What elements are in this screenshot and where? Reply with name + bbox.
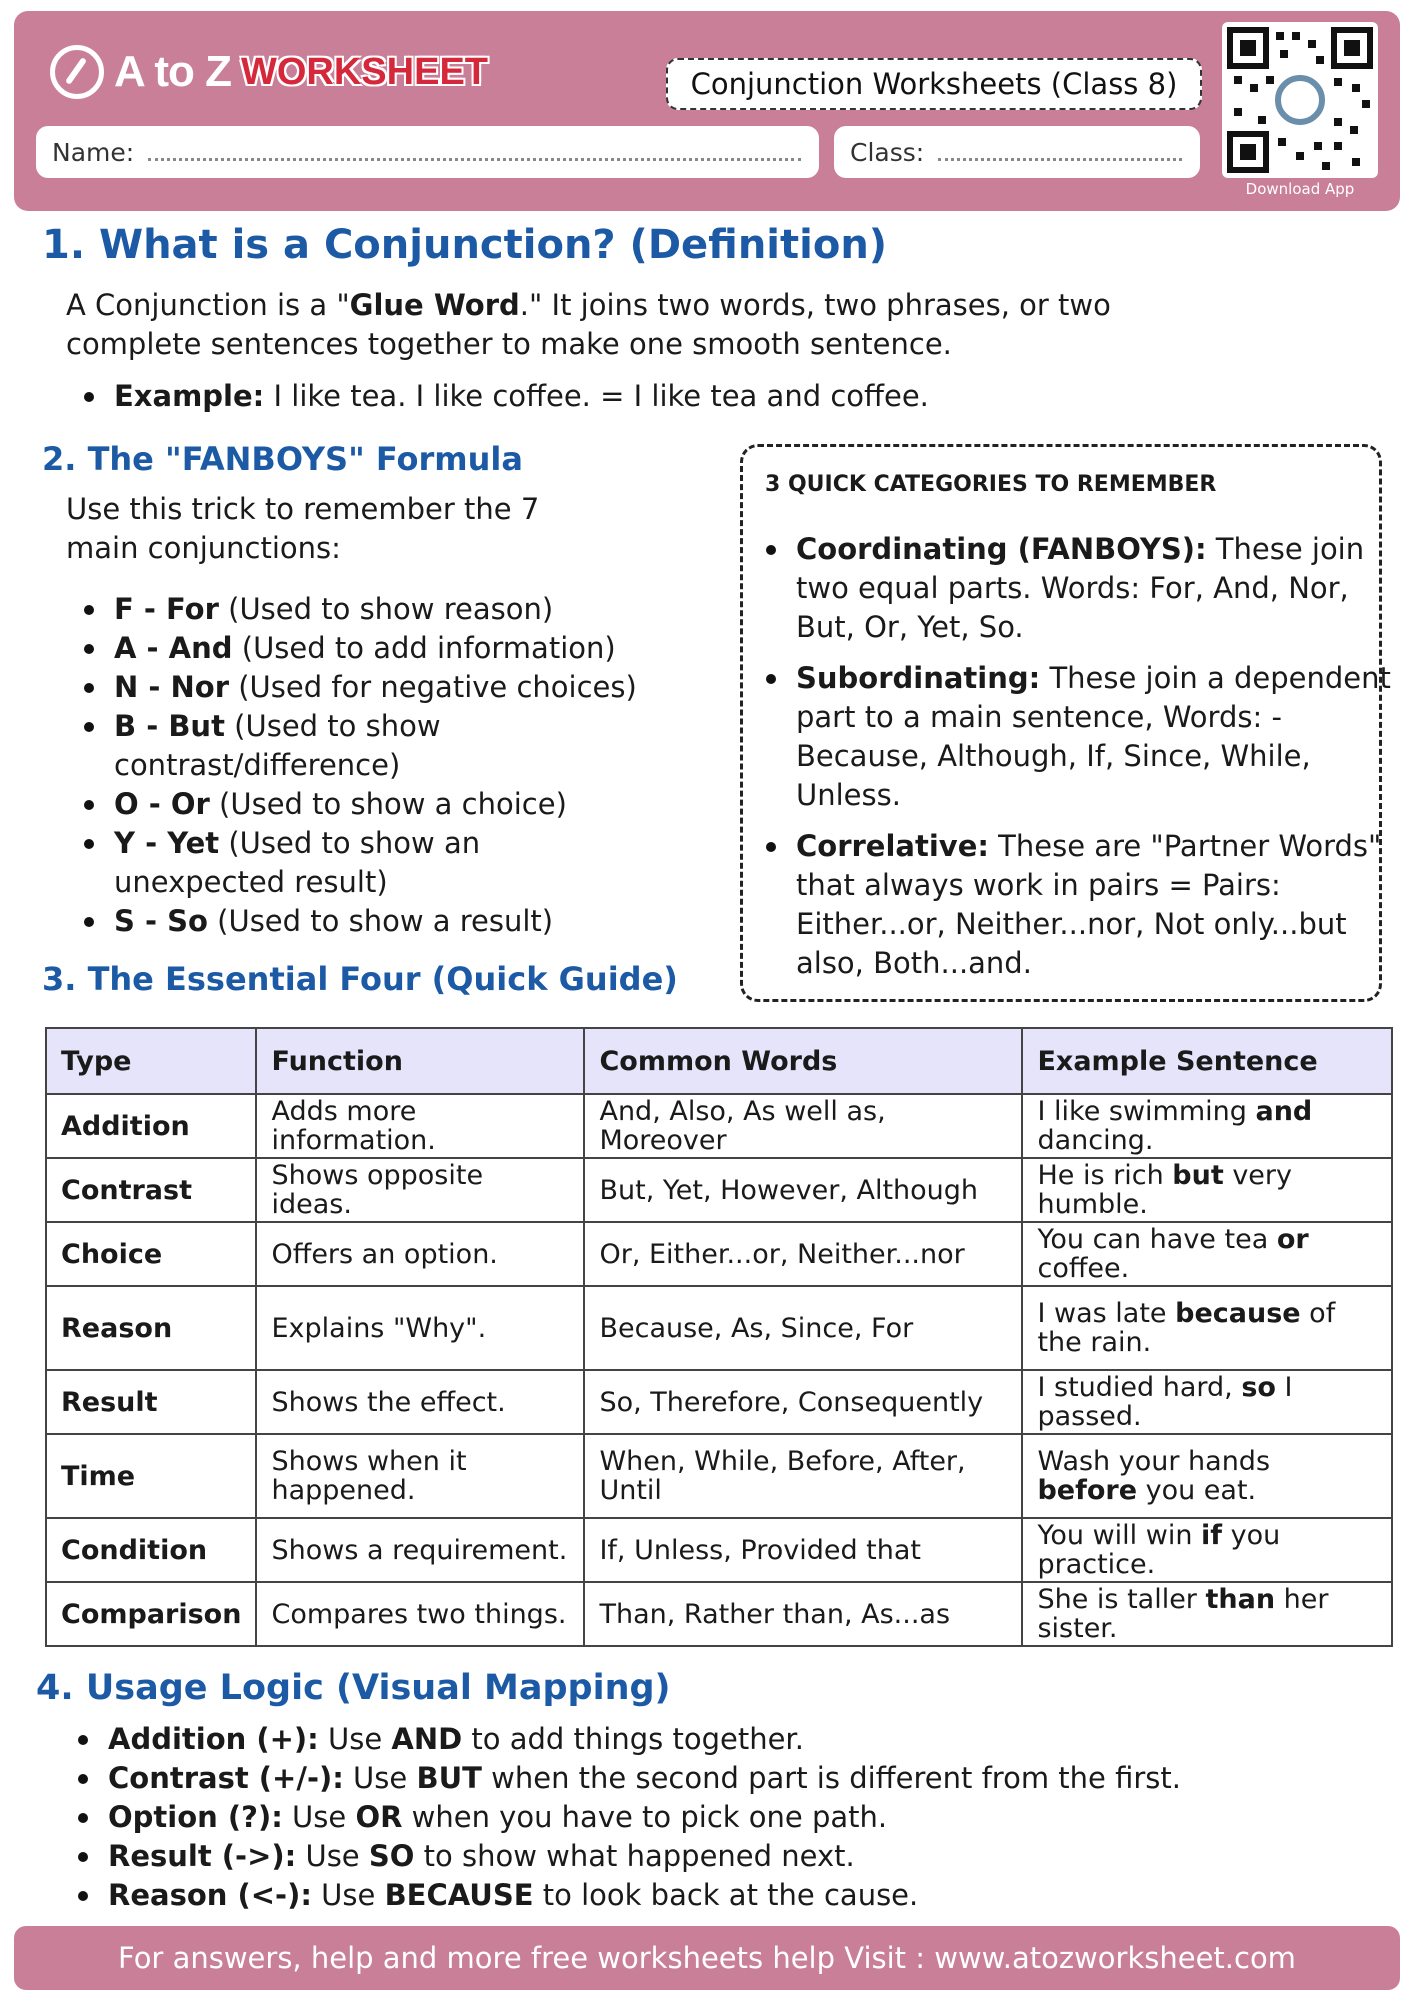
words-cell: But, Yet, However, Although (584, 1158, 1022, 1222)
fanboys-desc: (Used to show a result) (207, 904, 554, 938)
usage-item (108, 1720, 1408, 1759)
usage-key: Option (?): (108, 1800, 283, 1834)
table-row (46, 1158, 1392, 1222)
usage-keyword: BECAUSE (384, 1878, 534, 1912)
definition-pre: A Conjunction is a " (66, 288, 350, 322)
fanboys-desc: (Used to show an unexpected result) (114, 826, 481, 899)
example-cell (1022, 1370, 1392, 1434)
type-cell: Comparison (46, 1582, 256, 1646)
example-pre: I studied hard, (1037, 1372, 1242, 1403)
quick-guide-table (45, 1027, 1393, 1647)
name-field[interactable] (36, 126, 819, 178)
category-key: Correlative: (796, 829, 989, 863)
site-logo[interactable] (50, 42, 488, 102)
type-cell: Addition (46, 1094, 256, 1158)
fanboys-item (114, 590, 714, 629)
usage-pre: Use (318, 1722, 392, 1756)
words-cell: If, Unless, Provided that (584, 1518, 1022, 1582)
function-cell: Shows a requirement. (256, 1518, 584, 1582)
usage-keyword: SO (368, 1839, 415, 1873)
example-cell (1022, 1518, 1392, 1582)
example-pre: He is rich (1037, 1160, 1173, 1191)
example-pre: I like swimming (1037, 1096, 1256, 1127)
fanboys-key: S - So (114, 904, 208, 938)
usage-post: to look back at the cause. (533, 1878, 919, 1912)
type-cell: Choice (46, 1222, 256, 1286)
type-cell: Contrast (46, 1158, 256, 1222)
type-cell: Condition (46, 1518, 256, 1582)
categories-title: 3 QUICK CATEGORIES TO REMEMBER (765, 472, 1217, 497)
function-cell: Explains "Why". (256, 1286, 584, 1370)
example-conjunction: but (1172, 1160, 1224, 1191)
example-conjunction: before (1037, 1475, 1138, 1506)
example-item (114, 377, 1214, 416)
fanboys-item (114, 785, 714, 824)
function-cell: Adds more information. (256, 1094, 584, 1158)
section4-heading: 4. Usage Logic (Visual Mapping) (36, 1668, 671, 1708)
function-cell: Shows when it happened. (256, 1434, 584, 1518)
logo-suffix: WORKSHEET (241, 50, 488, 93)
category-item (796, 659, 1406, 815)
category-item (796, 530, 1406, 647)
usage-pre: Use (311, 1878, 385, 1912)
fanboys-intro: Use this trick to remember the 7 main conjunctions: (66, 492, 540, 565)
example-conjunction: so (1241, 1372, 1276, 1403)
example-label: Example: (114, 379, 265, 413)
header-banner (14, 11, 1400, 211)
example-conjunction: and (1255, 1096, 1313, 1127)
usage-item (108, 1759, 1408, 1798)
usage-key: Reason (<-): (108, 1878, 312, 1912)
worksheet-title: Conjunction Worksheets (Class 8) (666, 58, 1202, 110)
column-header: Function (256, 1028, 584, 1094)
usage-item (108, 1798, 1408, 1837)
column-header: Common Words (584, 1028, 1022, 1094)
usage-pre: Use (343, 1761, 417, 1795)
table-row (46, 1370, 1392, 1434)
fanboys-desc: (Used to show contrast/difference) (114, 709, 441, 782)
fanboys-key: Y - Yet (114, 826, 220, 860)
example-cell (1022, 1582, 1392, 1646)
glue-word: Glue Word (349, 288, 520, 322)
usage-pre: Use (282, 1800, 356, 1834)
function-cell: Compares two things. (256, 1582, 584, 1646)
function-cell: Shows the effect. (256, 1370, 584, 1434)
section1-heading: 1. What is a Conjunction? (Definition) (42, 222, 888, 268)
footer-banner[interactable] (14, 1926, 1400, 1990)
words-cell: So, Therefore, Consequently (584, 1370, 1022, 1434)
fanboys-item (114, 707, 494, 785)
words-cell: Because, As, Since, For (584, 1286, 1022, 1370)
example-cell (1022, 1094, 1392, 1158)
example-conjunction: if (1201, 1520, 1223, 1551)
table-row (46, 1582, 1392, 1646)
example-cell (1022, 1286, 1392, 1370)
words-cell: When, While, Before, After, Until (584, 1434, 1022, 1518)
usage-key: Addition (+): (108, 1722, 319, 1756)
example-cell (1022, 1158, 1392, 1222)
fanboys-item (114, 668, 714, 707)
example-conjunction: because (1175, 1298, 1301, 1329)
table-row (46, 1518, 1392, 1582)
example-post: coffee. (1037, 1253, 1130, 1284)
fanboys-item (114, 824, 514, 902)
qr-code-icon[interactable] (1222, 22, 1378, 178)
words-cell: Than, Rather than, As...as (584, 1582, 1022, 1646)
usage-keyword: AND (391, 1722, 463, 1756)
table-row (46, 1286, 1392, 1370)
example-cell (1022, 1434, 1392, 1518)
column-header: Type (46, 1028, 256, 1094)
usage-post: to show what happened next. (414, 1839, 855, 1873)
usage-list (64, 1720, 1408, 1915)
fanboys-key: F - For (114, 592, 219, 626)
example-pre: I was late (1037, 1298, 1176, 1329)
example-text: I like tea. I like coffee. = I like tea and coffee. (264, 379, 929, 413)
usage-keyword: BUT (416, 1761, 482, 1795)
usage-item (108, 1876, 1408, 1915)
type-cell: Time (46, 1434, 256, 1518)
usage-post: when the second part is different from the first. (481, 1761, 1181, 1795)
class-line (938, 158, 1182, 161)
fanboys-key: N - Nor (114, 670, 229, 704)
name-line (148, 158, 801, 161)
example-post: of the rain. (1037, 1298, 1336, 1358)
section3-heading: 3. The Essential Four (Quick Guide) (42, 960, 678, 998)
usage-item (108, 1837, 1408, 1876)
fanboys-list (70, 590, 714, 941)
category-desc: These join a dependent part to a main sentence, Words: - Because, Although, If, Since, While, Unless. (796, 661, 1391, 812)
category-key: Coordinating (FANBOYS): (796, 532, 1207, 566)
example-conjunction: or (1276, 1224, 1309, 1255)
example-pre: You can have tea (1037, 1224, 1277, 1255)
category-desc: These are "Partner Words" that always work in pairs = Pairs: Either...or, Neither...nor, Not only...but also, Both...and. (796, 829, 1382, 980)
function-cell: Shows opposite ideas. (256, 1158, 584, 1222)
fanboys-item (114, 902, 714, 941)
fanboys-key: A - And (114, 631, 233, 665)
definition-post: ." It joins two words, two phrases, or two complete sentences together to make one smooth sentence. (66, 288, 1111, 361)
fanboys-desc: (Used to show a choice) (209, 787, 567, 821)
fanboys-key: B - But (114, 709, 225, 743)
usage-key: Result (->): (108, 1839, 297, 1873)
class-label: Class: (850, 137, 925, 167)
fanboys-desc: (Used to show reason) (218, 592, 554, 626)
example-pre: You will win (1037, 1520, 1202, 1551)
type-cell: Reason (46, 1286, 256, 1370)
example-post: dancing. (1037, 1125, 1154, 1156)
type-cell: Result (46, 1370, 256, 1434)
example-cell (1022, 1222, 1392, 1286)
category-key: Subordinating: (796, 661, 1041, 695)
table-header-row (46, 1028, 1392, 1094)
fanboys-key: O - Or (114, 787, 210, 821)
example-post: you practice. (1037, 1520, 1281, 1580)
example-post: you eat. (1137, 1475, 1257, 1506)
table-row (46, 1094, 1392, 1158)
words-cell: And, Also, As well as, Moreover (584, 1094, 1022, 1158)
column-header: Example Sentence (1022, 1028, 1392, 1094)
download-app-label[interactable]: Download App (1245, 180, 1355, 198)
definition-text (66, 286, 1216, 364)
example-post: very humble. (1037, 1160, 1292, 1220)
example-post: I passed. (1037, 1372, 1293, 1432)
class-field[interactable] (834, 126, 1200, 178)
example-post: her sister. (1037, 1584, 1329, 1644)
category-item (796, 827, 1406, 983)
pen-logo-icon (50, 45, 104, 99)
categories-list (752, 530, 1406, 995)
fanboys-item (114, 629, 714, 668)
usage-keyword: OR (355, 1800, 403, 1834)
example-pre: Wash your hands (1037, 1446, 1271, 1477)
category-desc: These join two equal parts. Words: For, And, Nor, But, Or, Yet, So. (796, 532, 1365, 644)
example-pre: She is taller (1037, 1584, 1206, 1615)
fanboys-desc: (Used for negative choices) (229, 670, 637, 704)
footer-text[interactable]: For answers, help and more free worksheets help Visit : www.atozworksheet.com (118, 1941, 1296, 1975)
name-label: Name: (52, 137, 135, 167)
usage-key: Contrast (+/-): (108, 1761, 344, 1795)
table-row (46, 1222, 1392, 1286)
usage-post: when you have to pick one path. (402, 1800, 888, 1834)
logo-brand: A to Z (114, 47, 231, 96)
words-cell: Or, Either...or, Neither...nor (584, 1222, 1022, 1286)
example-list (70, 377, 1214, 416)
function-cell: Offers an option. (256, 1222, 584, 1286)
usage-post: to add things together. (462, 1722, 804, 1756)
table-row (46, 1434, 1392, 1518)
usage-pre: Use (296, 1839, 369, 1873)
example-conjunction: than (1205, 1584, 1276, 1615)
fanboys-desc: (Used to add information) (232, 631, 616, 665)
section2-heading: 2. The "FANBOYS" Formula (42, 440, 523, 478)
